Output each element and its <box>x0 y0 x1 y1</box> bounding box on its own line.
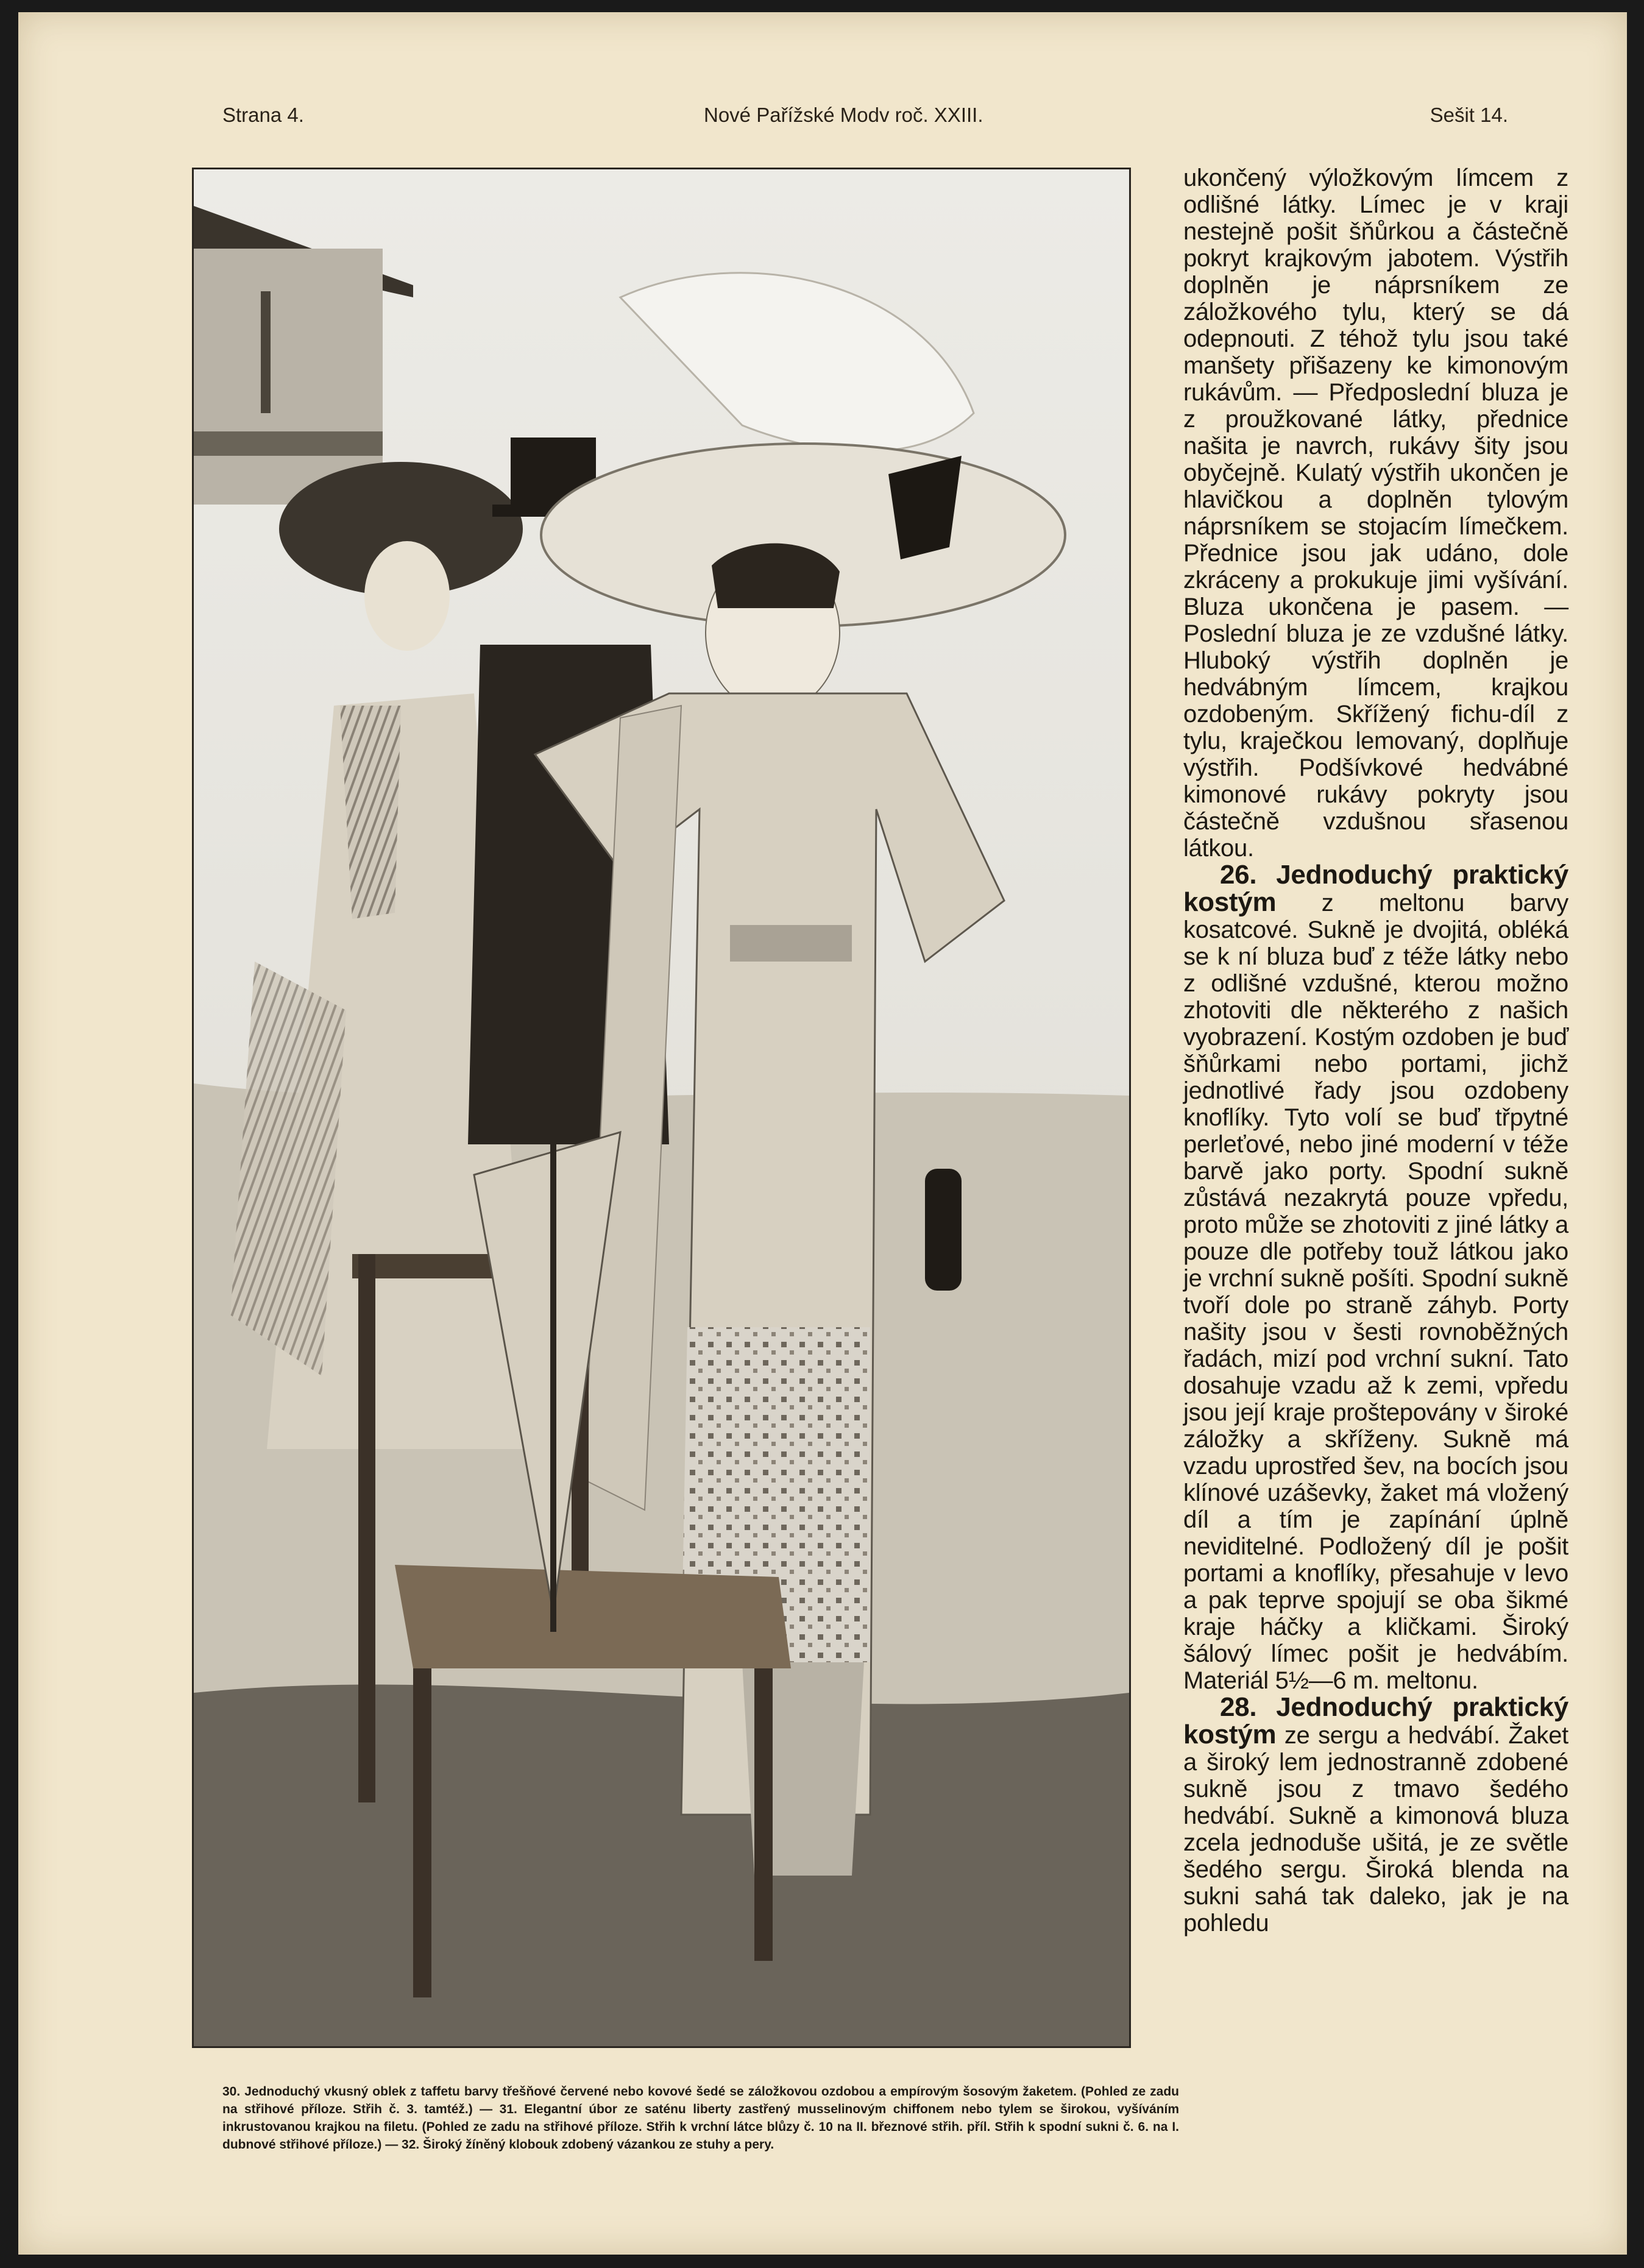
page-number: Strana 4. <box>222 104 304 126</box>
text-column <box>1183 165 1568 2175</box>
item-28-paragraph <box>1183 1694 1568 1937</box>
illustration-caption: 30. Jednoduchý vkusný oblek z taffetu barvy třešňové červené nebo kovové šedé se záložkovou ozdobou a empírovým šosovým žaketem. (Pohled ze zadu na střihové příloze. Střih č. 3. tamtéž.) — 31. Elegantní úbor ze saténu liberty zastřený musselinovým chiffonem nebo tylem se širokou, vyšíváním inkrustovanou krajkou na filetu. (Pohled ze zadu na střihové příloze. Střih k vrchní látce blůzy č. 10 na II. březnové střih. příl. Střih k spodní sukni č. 6. na I. dubnové střihové příloze.) — 32. Široký žíněný klobouk zdobený vázankou ze stuhy a pery. <box>222 2085 1179 2152</box>
issue-number: Sešit 14. <box>1430 104 1508 126</box>
fashion-plate-engraving-icon <box>194 169 1129 2046</box>
intro-paragraph: ukončený výložkovým límcem z odlišné látky. Límec je v kraji nestejně pošit šňůrkou a částečně pokryt krajkovým jabotem. Výstřih doplněn je náprsníkem ze záložkového tylu, který se dá odepnouti. Z téhož tylu jsou také manšety přišazeny ke kimonovým rukávům. — Předposlední bluza je z proužkované látky, přednice našita je navrch, rukávy šity jsou obyčejně. Kulatý výstřih ukončen je hlavičkou a doplněn tylovým náprsníkem se stojacím límečkem. Přednice jsou jak udáno, dole zkráceny a prokukuje jimi vyšívání. Bluza ukončena je pasem. — Poslední bluza je ze vzdušné látky. Hluboký výstřih doplněn je hedvábným límcem, krajkou ozdobeným. Skřížený fichu-díl z tylu, kraječkou lemovaný, doplňuje výstřih. Podšívkové hedvábné kimonové rukávy pokryty jsou částečně vzdušnou sřasenou látkou. <box>1183 165 1568 862</box>
item-26-number: 26. <box>1220 860 1257 890</box>
item-28-text: ze sergu a hedvábí. Žaket a široký lem jednostranně zdobené sukně jsou z tmavo šedého hedvábí. Sukně a kimonová bluza zcela jednoduše ušitá, je ze světle šedého sergu. Široká blenda na sukni sahá tak daleko, jak je na pohledu <box>1183 1722 1568 1937</box>
magazine-page <box>18 12 1627 2255</box>
item-26-text: z meltonu barvy kosatcové. Sukně je dvojitá, obléká se k ní bluza buď z téže látky nebo z odlišné vzdušné, kterou možno zhotoviti dle některého z našich vyobrazení. Kostým ozdoben je buď šňůrkami nebo portami, jichž jednotlivé řady jsou ozdobeny knoflíky. Tyto volí se buď třpytné perleťové, nebo jiné moderní v téže barvě jako porty. Spodní sukně zůstává nezakrytá pouze vpředu, proto může se zhotoviti z jiné látky a pouze dle potřeby touž látkou jako je vrchní sukně pošíti. Spodní sukně tvoří dole po straně záhyb. Porty našity jsou v šesti rovnoběžných řadách, mizí pod vrchní sukní. Tato dosahuje vzadu až k zemi, vpředu jsou její kraje proštepovány v široké záložky a skříženy. Sukně má vzadu uprostřed šev, na bocích jsou klínové uzáševky, žaket má vložený díl a tím je zapínání úplně neviditelné. Podložený díl je pošit portami a knoflíky, přesahuje v levo a pak teprve spojují se oba šikmé kraje háčky a kličkami. Široký šálový límec pošit je hedvábím. Materiál 5½—6 m. meltonu. <box>1183 890 1568 1694</box>
item-26-title: Jednoduchý praktický kostým <box>1183 860 1568 917</box>
item-26-paragraph <box>1183 862 1568 1694</box>
page-header <box>222 104 1508 134</box>
item-28-number: 28. <box>1220 1692 1257 1722</box>
journal-title: Nové Pařížské Modv roč. XXIII. <box>704 104 983 126</box>
fashion-illustration <box>192 168 1131 2048</box>
item-28-title: Jednoduchý praktický kostým <box>1183 1692 1568 1749</box>
